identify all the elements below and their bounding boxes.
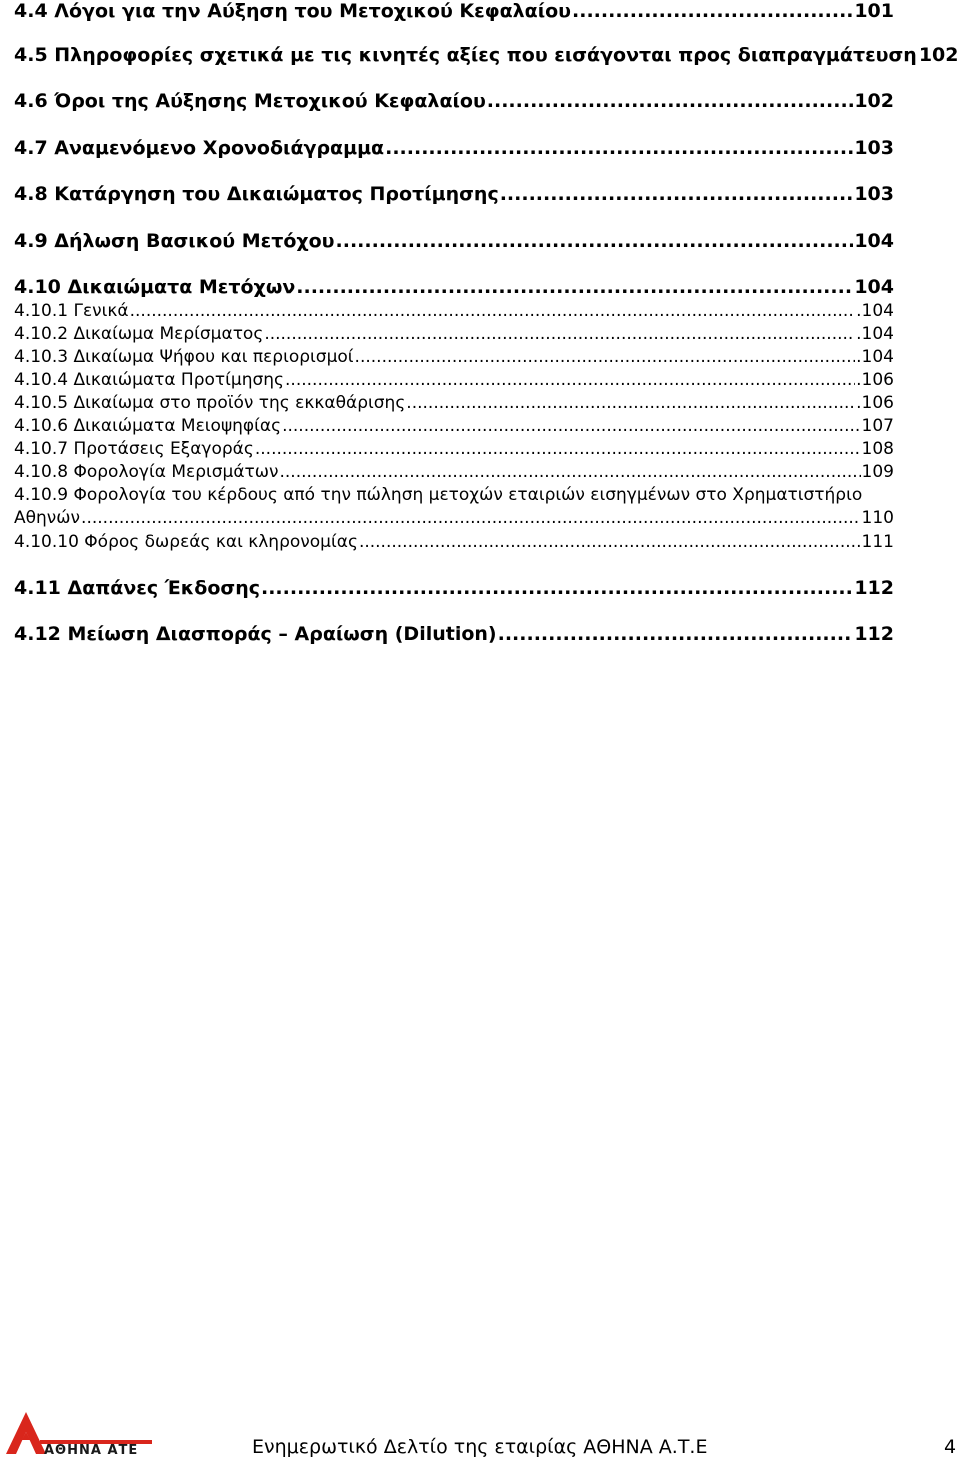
toc-entry[interactable]	[14, 623, 894, 645]
toc-leader-dots	[487, 90, 854, 112]
toc-leader-dots	[572, 0, 853, 22]
toc-entry-title: 4.11 Δαπάνες Έκδοσης	[14, 577, 260, 599]
logo-text: ΑΘΗΝΑ ΑΤΕ	[44, 1443, 139, 1456]
toc-leader-dots	[285, 370, 855, 390]
toc-entry-page: 102	[854, 90, 894, 112]
toc-entry-wrapped-line1[interactable]: 4.10.9 Φορολογία του κέρδους από την πώληση μετοχών εταιριών εισηγμένων στο Χρηματιστήριο	[14, 485, 863, 505]
toc-entry-title: 4.10.8 Φορολογία Μερισμάτων	[14, 462, 279, 482]
toc-entry-page: 102	[918, 44, 959, 66]
toc-entry[interactable]	[14, 90, 894, 112]
toc-entry-page: 107	[861, 416, 894, 436]
toc-leader-dots	[264, 324, 855, 344]
toc-entry-page: 112	[854, 623, 894, 645]
toc-entry-page: 104	[854, 276, 894, 298]
toc-entry[interactable]	[14, 577, 894, 599]
toc-entry[interactable]	[14, 462, 894, 482]
toc-leader-dots	[500, 183, 854, 205]
toc-entry-title: 4.7 Αναμενόμενο Χρονοδιάγραμμα	[14, 137, 385, 159]
toc-entry-page: 108	[861, 439, 894, 459]
toc-entry-page: .106	[856, 393, 894, 413]
toc-entry[interactable]	[14, 347, 894, 367]
toc-entry[interactable]	[14, 370, 894, 390]
toc-entry-title: 4.10.6 Δικαιώματα Μειοψηφίας	[14, 416, 282, 436]
toc-entry[interactable]	[14, 183, 894, 205]
toc-entry-title: 4.10.10 Φόρος δωρεάς και κληρονομίας	[14, 532, 358, 552]
toc-entry-title: 4.12 Μείωση Διασποράς – Αραίωση (Dilution)	[14, 623, 497, 645]
toc-leader-dots	[359, 532, 855, 552]
toc-entry[interactable]	[14, 0, 894, 22]
toc-entry-page: 109	[861, 462, 894, 482]
toc-leader-dots	[498, 623, 854, 645]
toc-leader-dots	[296, 276, 853, 298]
toc-entry-title: 4.10.1 Γενικά	[14, 301, 129, 321]
toc-entry[interactable]	[14, 324, 894, 344]
toc-entry[interactable]	[14, 137, 894, 159]
footer-document-title: Ενημερωτικό Δελτίο της εταιρίας ΑΘΗΝΑ Α.Τ.Ε	[252, 1436, 708, 1458]
toc-entry-title: 4.10.5 Δικαίωμα στο προϊόν της εκκαθάρισης	[14, 393, 406, 413]
toc-entry-title: 4.4 Λόγοι για την Αύξηση του Μετοχικού Κεφαλαίου	[14, 0, 572, 22]
toc-entry-page: .104	[856, 301, 894, 321]
toc-entry-title: 4.8 Κατάργηση του Δικαιώματος Προτίμησης	[14, 183, 499, 205]
toc-entry[interactable]	[14, 44, 959, 66]
toc-entry[interactable]	[14, 393, 894, 413]
toc-entry[interactable]	[14, 416, 894, 436]
toc-leader-dots	[130, 301, 856, 321]
toc-leader-dots	[255, 439, 861, 459]
toc-entry[interactable]	[14, 230, 894, 252]
toc-entry[interactable]	[14, 301, 894, 321]
toc-entry-title: 4.10.3 Δικαίωμα Ψήφου και περιορισμοί	[14, 347, 354, 367]
toc-entry-page: 103	[854, 183, 894, 205]
toc-leader-dots	[336, 230, 854, 252]
toc-entry-title: 4.6 Όροι της Αύξησης Μετοχικού Κεφαλαίου	[14, 90, 486, 112]
toc-entry-page: 112	[854, 577, 894, 599]
toc-entry-title: 4.10 Δικαιώματα Μετόχων	[14, 276, 296, 298]
toc-entry-title: 4.9 Δήλωση Βασικού Μετόχου	[14, 230, 335, 252]
toc-leader-dots	[81, 508, 861, 528]
toc-entry-title: 4.10.2 Δικαίωμα Μερίσματος	[14, 324, 264, 344]
toc-leader-dots	[385, 137, 853, 159]
toc-entry-title: Αθηνών	[14, 508, 81, 528]
toc-entry-title: 4.10.4 Δικαιώματα Προτίμησης	[14, 370, 285, 390]
footer-page-number: 4	[944, 1436, 957, 1458]
toc-entry-page: 101	[854, 0, 894, 22]
toc-entry-title: 4.10.7 Προτάσεις Εξαγοράς	[14, 439, 254, 459]
toc-entry-page: 104	[854, 230, 894, 252]
toc-leader-dots	[355, 347, 856, 367]
toc-entry-page: 110	[861, 508, 894, 528]
toc-leader-dots	[282, 416, 860, 436]
toc-entry-page: .106	[856, 370, 894, 390]
toc-entry[interactable]	[14, 276, 894, 298]
toc-entry-title: 4.5 Πληροφορίες σχετικά με τις κινητές αξίες που εισάγονται προς διαπραγμάτευση	[14, 44, 917, 66]
toc-leader-dots	[406, 393, 855, 413]
toc-entry-page: .104	[856, 347, 894, 367]
toc-entry[interactable]	[14, 532, 894, 552]
toc-entry[interactable]	[14, 508, 894, 528]
toc-entry-page: .111	[856, 532, 894, 552]
athena-logo-icon	[4, 1410, 154, 1456]
toc-entry-page: 103	[854, 137, 894, 159]
toc-entry-page: .104	[856, 324, 894, 344]
toc-leader-dots	[280, 462, 861, 482]
toc-leader-dots	[261, 577, 853, 599]
toc-entry[interactable]	[14, 439, 894, 459]
